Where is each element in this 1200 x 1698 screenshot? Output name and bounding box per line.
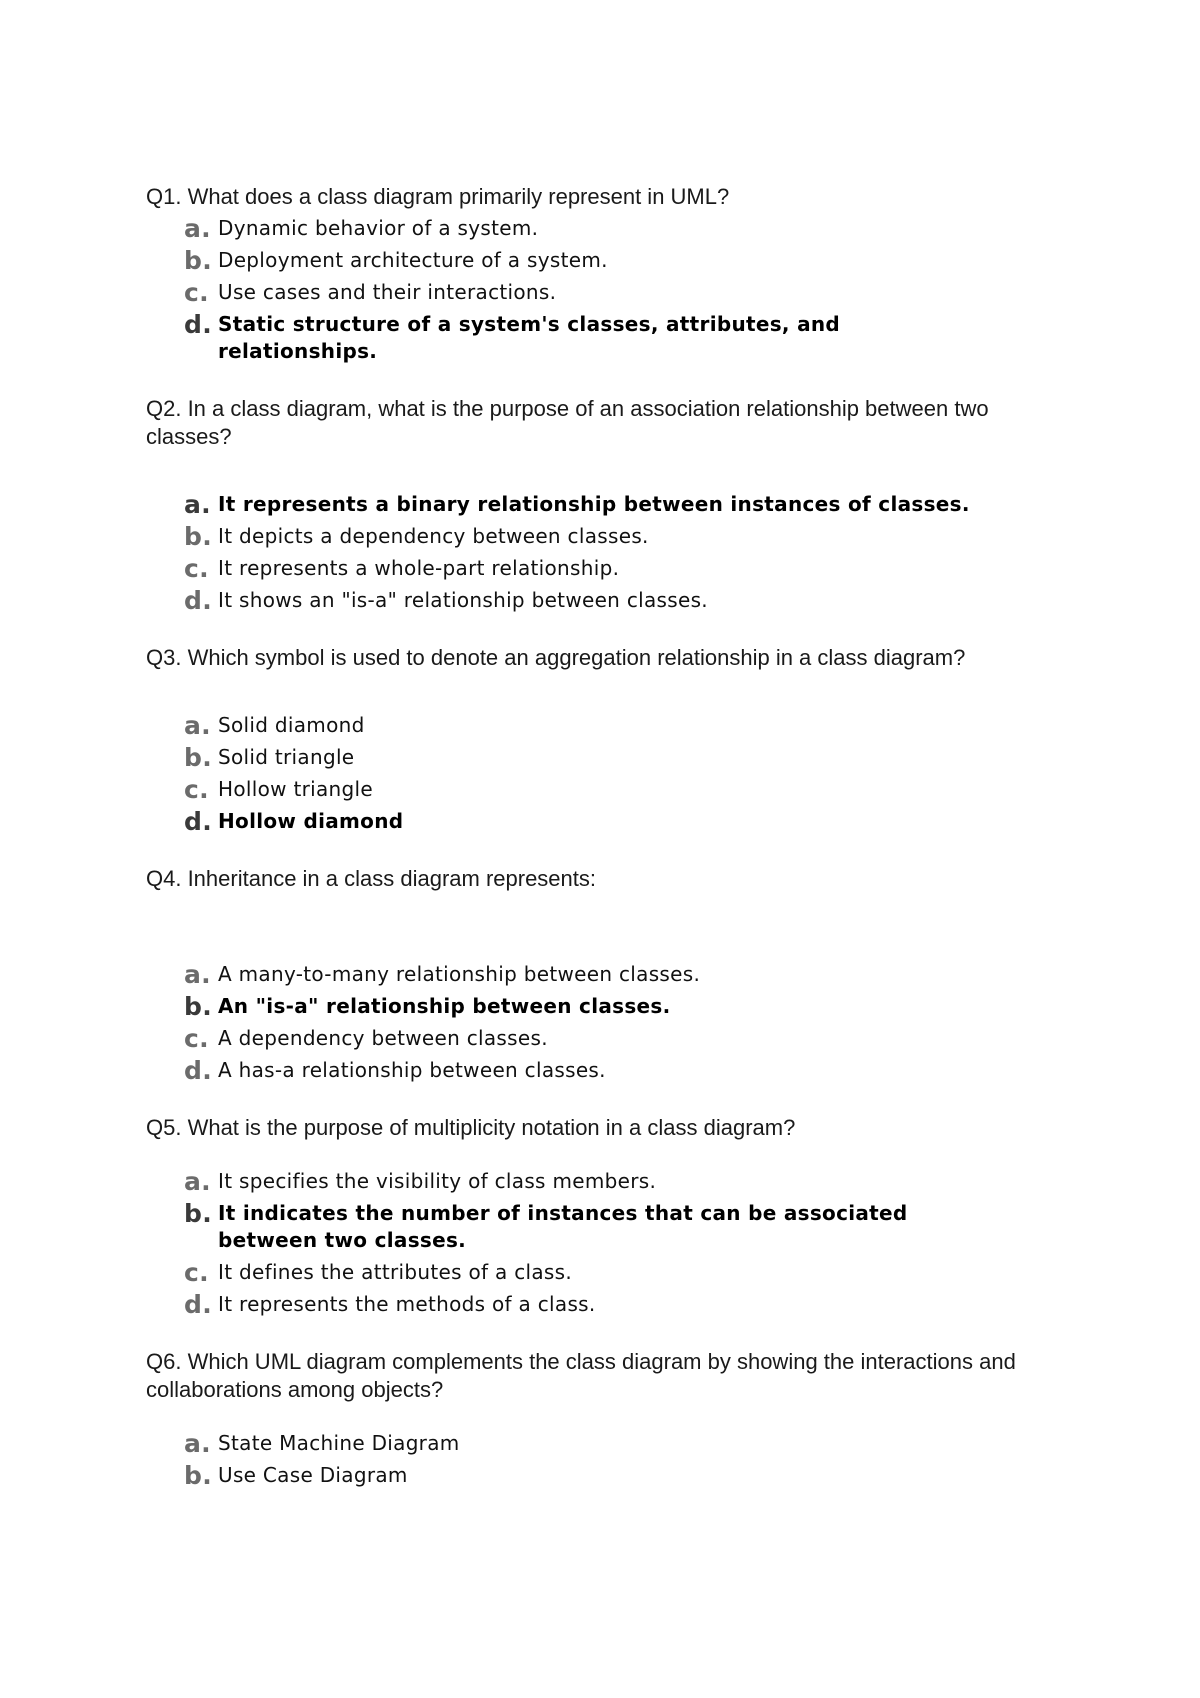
option-text: Deployment architecture of a system. [218, 248, 608, 272]
question-text: Q2. In a class diagram, what is the purpose of an association relationship between two classes? [146, 396, 989, 449]
question-text: Q3. Which symbol is used to denote an aggregation relationship in a class diagram? [146, 645, 966, 670]
option-letter: b. [184, 1199, 212, 1228]
question-text: Q4. Inheritance in a class diagram represents: [146, 866, 597, 891]
option-letter: b. [184, 1461, 212, 1490]
option-b-correct [184, 993, 1076, 1020]
question-text: Q6. Which UML diagram complements the class diagram by showing the interactions and collaborations among objects? [146, 1349, 1016, 1402]
option-c [184, 555, 1076, 582]
option-letter: d. [184, 807, 212, 836]
option-text: Hollow triangle [218, 777, 373, 801]
option-letter: c. [184, 1258, 209, 1287]
option-letter: b. [184, 522, 212, 551]
option-letter: b. [184, 743, 212, 772]
question-2 [146, 395, 1076, 614]
question-4 [146, 865, 1076, 1084]
option-text: It represents the methods of a class. [218, 1292, 596, 1316]
option-letter: c. [184, 775, 209, 804]
option-text: It represents a whole-part relationship. [218, 556, 620, 580]
option-a [184, 1168, 1076, 1195]
option-c [184, 776, 1076, 803]
option-b [184, 1462, 1076, 1489]
option-text: Static structure of a system's classes, attributes, and relationships. [218, 312, 841, 363]
option-d-correct [184, 311, 1076, 365]
option-text: Use Case Diagram [218, 1463, 408, 1487]
option-text: It shows an "is-a" relationship between classes. [218, 588, 708, 612]
question-5 [146, 1114, 1076, 1318]
option-a-correct [184, 491, 1076, 518]
option-letter: a. [184, 214, 211, 243]
option-a [184, 1430, 1076, 1457]
option-letter: a. [184, 1167, 211, 1196]
option-list [146, 712, 1076, 835]
option-b [184, 523, 1076, 550]
quiz-page [146, 183, 1076, 1519]
option-text: A dependency between classes. [218, 1026, 548, 1050]
option-letter: d. [184, 1056, 212, 1085]
option-letter: c. [184, 278, 209, 307]
option-letter: b. [184, 246, 212, 275]
question-6 [146, 1348, 1076, 1489]
option-list [146, 215, 1076, 365]
option-text: State Machine Diagram [218, 1431, 460, 1455]
option-d [184, 1057, 1076, 1084]
option-letter: d. [184, 1290, 212, 1319]
option-text: A has-a relationship between classes. [218, 1058, 606, 1082]
option-list [146, 491, 1076, 614]
option-a [184, 215, 1076, 242]
option-text: It specifies the visibility of class members. [218, 1169, 657, 1193]
option-letter: d. [184, 586, 212, 615]
option-letter: a. [184, 1429, 211, 1458]
option-c [184, 1025, 1076, 1052]
option-list [146, 1430, 1076, 1489]
option-a [184, 961, 1076, 988]
option-text: It represents a binary relationship between instances of classes. [218, 492, 970, 516]
option-text: Solid triangle [218, 745, 355, 769]
option-text: Hollow diamond [218, 809, 404, 833]
question-3 [146, 644, 1076, 835]
option-letter: c. [184, 554, 209, 583]
option-d-correct [184, 808, 1076, 835]
option-letter: a. [184, 711, 211, 740]
option-text: It defines the attributes of a class. [218, 1260, 572, 1284]
option-list [146, 1168, 1076, 1318]
option-text: Dynamic behavior of a system. [218, 216, 539, 240]
option-letter: b. [184, 992, 212, 1021]
option-c [184, 279, 1076, 306]
option-text: A many-to-many relationship between classes. [218, 962, 701, 986]
question-text: Q1. What does a class diagram primarily represent in UML? [146, 184, 730, 209]
question-1 [146, 183, 1076, 365]
option-text: It depicts a dependency between classes. [218, 524, 649, 548]
option-letter: d. [184, 310, 212, 339]
option-d [184, 1291, 1076, 1318]
option-b [184, 744, 1076, 771]
option-d [184, 587, 1076, 614]
question-text: Q5. What is the purpose of multiplicity notation in a class diagram? [146, 1115, 796, 1140]
option-b [184, 247, 1076, 274]
option-text: It indicates the number of instances that can be associated between two classes. [218, 1201, 908, 1252]
option-letter: c. [184, 1024, 209, 1053]
option-letter: a. [184, 960, 211, 989]
option-c [184, 1259, 1076, 1286]
option-text: Solid diamond [218, 713, 365, 737]
option-letter: a. [184, 490, 211, 519]
option-list [146, 961, 1076, 1084]
option-a [184, 712, 1076, 739]
option-text: An "is-a" relationship between classes. [218, 994, 671, 1018]
option-b-correct [184, 1200, 1076, 1254]
option-text: Use cases and their interactions. [218, 280, 557, 304]
